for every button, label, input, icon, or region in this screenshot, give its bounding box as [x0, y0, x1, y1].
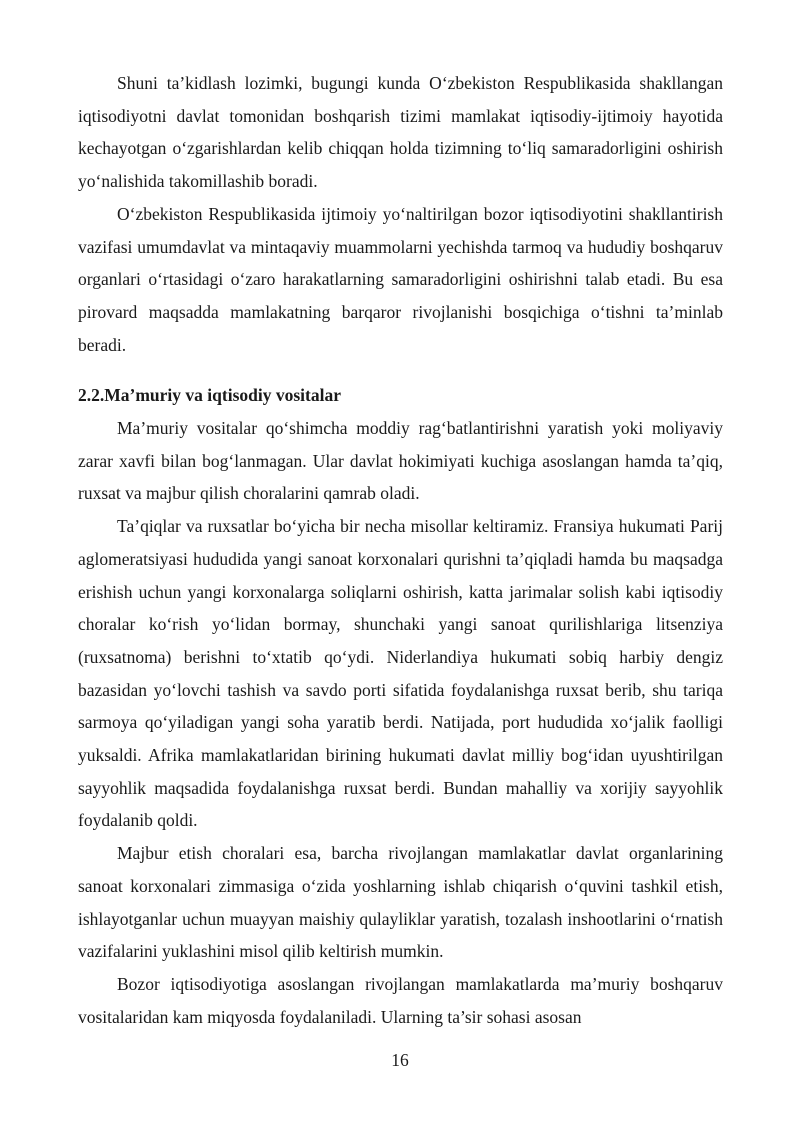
- paragraph-2: O‘zbekiston Respublikasida ijtimoiy yo‘naltirilgan bozor iqtisodiyotini shakllantirish vazifasi umumdavlat va mintaqaviy muammolarni yechishda tarmoq va hududiy boshqaruv organlari o‘rtasidagi o‘zaro harakatlarning samaradorligini oshirishni talab etadi. Bu esa pirovard maqsadda mamlakatning barqaror rivojlanishi bosqichiga o‘tishni ta’minlab beradi.: [78, 203, 723, 355]
- text-body: [78, 67, 723, 1033]
- section-heading: 2.2.Ma’muriy va iqtisodiy vositalar: [78, 385, 341, 406]
- paragraph-3: Ma’muriy vositalar qo‘shimcha moddiy rag‘batlantirishni yaratish yoki moliyaviy zarar xavfi bilan bog‘lanmagan. Ular davlat hokimiyati kuchiga asoslangan hamda ta’qiq, ruxsat va majbur qilish choralarini qamrab oladi.: [78, 418, 723, 504]
- paragraph-4: Ta’qiqlar va ruxsatlar bo‘yicha bir necha misollar keltiramiz. Fransiya hukumati Parij aglomeratsiyasi hududida yangi sanoat korxonalari qurishni ta’qiqladi hamda bu maqsadga erishish uchun yangi korxonalarga soliqlarni oshirish, katta jarimalar solish kabi iqtisodiy choralar ko‘rish yo‘lidan bormay, shunchaki yangi sanoat qurilishlariga litsenziya (ruxsatnoma) berishni to‘xtatib qo‘ydi. Niderlandiya hukumati sobiq harbiy dengiz bazasidan yo‘lovchi tashish va savdo porti sifatida foydalanishga ruxsat berib, shu tariqa sarmoya qo‘yiladigan yangi soha yaratib berdi. Natijada, port hududida xo‘jalik faolligi yuksaldi. Afrika mamlakatlaridan birining hukumati davlat milliy bog‘idan uyushtirilgan sayyohlik maqsadida foydalanishga ruxsat berdi. Bundan mahalliy va xorijiy sayyohlik foydalanib qoldi.: [78, 516, 723, 831]
- paragraph-1: Shuni ta’kidlash lozimki, bugungi kunda O‘zbekiston Respublikasida shakllangan iqtisodiyotni davlat tomonidan boshqarish tizimi mamlakat iqtisodiy-ijtimoiy hayotida kechayotgan o‘zgarishlardan kelib chiqqan holda tizimning to‘liq samaradorligini oshirish yo‘nalishida takomillashib boradi.: [78, 73, 723, 192]
- paragraph-5: Majbur etish choralari esa, barcha rivojlangan mamlakatlar davlat organlarining sanoat korxonalari zimmasiga o‘zida yoshlarning ishlab chiqarish o‘quvini tashkil etish, ishlayotganlar uchun muayyan maishiy qulayliklar yaratish, tozalash inshootlarini o‘rnatish vazifalarini yuklashini misol qilib keltirish mumkin.: [78, 843, 723, 962]
- paragraph-6: Bozor iqtisodiyotiga asoslangan rivojlangan mamlakatlarda ma’muriy boshqaruv vositalaridan kam miqyosda foydalaniladi. Ularning ta’sir sohasi asosan: [78, 973, 723, 1027]
- page-number: 16: [391, 1050, 409, 1070]
